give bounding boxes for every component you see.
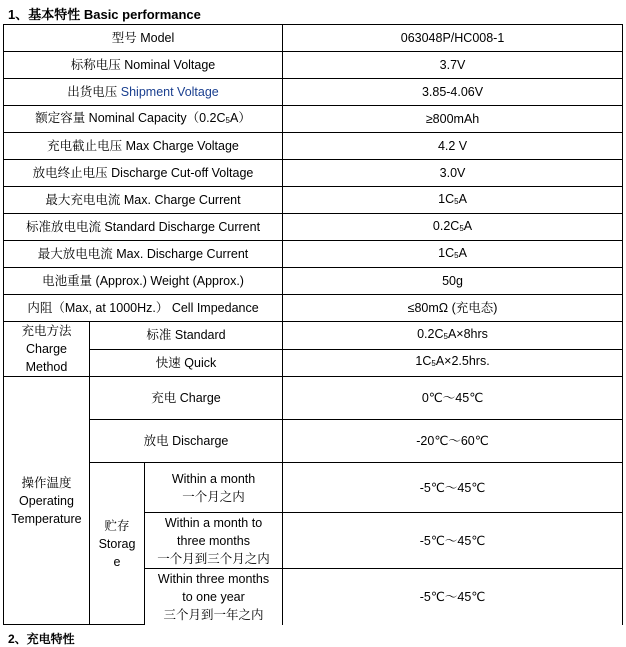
table-row [4,377,623,420]
label-max-charge-current: 最大充电电流 Max. Charge Current [4,187,283,214]
label-model: 型号 Model [4,25,283,52]
value-model: 063048P/HC008-1 [283,25,623,52]
spec-table [3,24,623,625]
table-row [4,52,623,79]
value-cell-impedance: ≤80mΩ (充电态) [283,295,623,322]
value-discharge-temperature: -20℃～60℃ [283,420,623,463]
label-discharge-temperature: 放电 Discharge [90,420,283,463]
value-standard-discharge-current: $0.2C_5A$ [283,214,623,241]
value-nominal-voltage: 3.7V [283,52,623,79]
label-nominal-capacity: 额定容量 Nominal $Capacity(0.2C_5A)$ [4,106,283,133]
table-row [4,463,623,513]
value-max-discharge-current: $1C_5A$ [283,241,623,268]
value-nominal-capacity: ≥800mAh [283,106,623,133]
value-standard-charge: $0.2C_5A\times 8hrs$ [283,322,623,350]
table-row [4,133,623,160]
table-row [4,106,623,133]
charge-method-label: 充电方法 Charge Method [4,322,90,377]
value-charge-temperature: 0℃～45℃ [283,377,623,420]
table-row [4,295,623,322]
table-row [4,268,623,295]
value-max-charge-voltage: 4.2 V [283,133,623,160]
table-row [4,322,623,350]
storage-label: 贮存 Storag e [90,463,145,625]
value-storage-1-to-3-months: -5℃～45℃ [283,513,623,569]
table-row [4,420,623,463]
label-quick-charge: 快速 Quick [90,349,283,377]
section-heading: 1、基本特性 Basic performance [8,7,201,22]
value-max-charge-current: $1C_5A$ [283,187,623,214]
label-charge-temperature: 充电 Charge [90,377,283,420]
label-weight: 电池重量 (Approx.) Weight (Approx.) [4,268,283,295]
table-row [4,241,623,268]
operating-temperature-label: 操作温度 Operating Temperature [4,377,90,625]
next-section-heading-partial: 2、充电特性 [8,632,75,646]
value-discharge-cutoff-voltage: 3.0V [283,160,623,187]
label-storage-3-months-to-1-year: Within three months to one year 三个月到一年之内 [145,569,283,625]
value-storage-1-month: -5℃～45℃ [283,463,623,513]
value-quick-charge: $1C_5A\times 2.5hrs$. [283,349,623,377]
label-storage-1-to-3-months: Within a month to three months 一个月到三个月之内 [145,513,283,569]
label-max-charge-voltage: 充电截止电压 Max Charge Voltage [4,133,283,160]
table-row [4,349,623,377]
value-storage-3-months-to-1-year: -5℃～45℃ [283,569,623,625]
label-nominal-voltage: 标称电压 Nominal Voltage [4,52,283,79]
label-storage-1-month: Within a month 一个月之内 [145,463,283,513]
highlighted-label-en: Shipment Voltage [120,85,219,99]
label-standard-charge: 标准 Standard [90,322,283,350]
value-shipment-voltage: 3.85-4.06V [283,79,623,106]
label-shipment-voltage: 出货电压 Shipment Voltage [4,79,283,106]
label-max-discharge-current: 最大放电电流 Max. Discharge Current [4,241,283,268]
table-row [4,25,623,52]
table-row [4,187,623,214]
label-cell-impedance: 内阻（Max, at 1000Hz.） Cell Impedance [4,295,283,322]
table-row [4,79,623,106]
value-weight: 50g [283,268,623,295]
label-discharge-cutoff-voltage: 放电终止电压 Discharge Cut-off Voltage [4,160,283,187]
table-row [4,160,623,187]
table-row [4,214,623,241]
label-standard-discharge-current: 标准放电电流 Standard Discharge Current [4,214,283,241]
